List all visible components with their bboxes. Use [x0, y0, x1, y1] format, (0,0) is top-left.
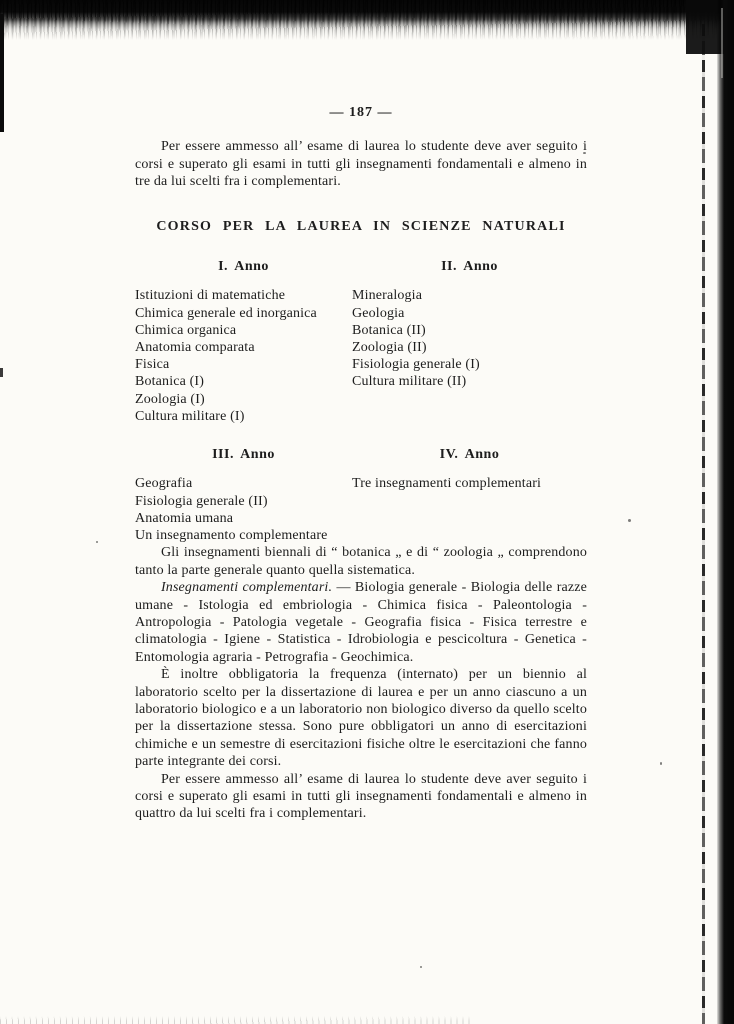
- scan-speck: [660, 762, 662, 765]
- years-row-2: [135, 446, 587, 544]
- year-column-3: [135, 446, 352, 544]
- course-item: Geologia: [352, 305, 405, 321]
- biennial-note-paragraph: Gli insegnamenti biennali di “ botanica „ e di “ zoologia „ comprendono tanto la parte generale quanto quella sistematica.: [135, 545, 587, 578]
- complementary-label: Insegnamenti complementari.: [161, 580, 333, 596]
- year-heading-4: IV. Anno: [439, 447, 500, 463]
- intro-paragraph: Per essere ammesso all’ esame di laurea lo studente deve aver seguito i corsi e superato gli esami in tutti gli insegnamenti fondamentali e almeno in tre da lui scelti fra i complementari.: [135, 139, 587, 190]
- years-row-1: [135, 258, 587, 425]
- scan-artifact-right-line: [702, 24, 705, 1024]
- course-item: Cultura militare (I): [135, 408, 245, 424]
- scan-artifact-right-band: [717, 0, 734, 1024]
- course-list-year-3: [135, 475, 345, 544]
- course-item: Zoologia (II): [352, 340, 427, 356]
- year-heading-3: III. Anno: [212, 447, 275, 463]
- complementary-paragraph: [135, 579, 587, 666]
- closing-paragraph: Per essere ammesso all’ esame di laurea lo studente deve aver seguito i corsi e superato gli esami in tutti gli insegnamenti fondamentali e almeno in quattro da lui scelti fra i complementari.: [135, 771, 587, 822]
- scan-artifact-bottom-speckle: [0, 1016, 470, 1024]
- course-item: Anatomia umana: [135, 510, 234, 526]
- complementary-text: — Biologia generale - Biologia delle razze umane - Istologia ed embriologia - Chimica fisica - Paleontologia - Antropologia - Patologia vegetale - Geografia fisica - Fisica terrestre e climatologia - Igiene - Statistica - Idrobiologia e pescicoltura - Genetica - Entomologia agraria - Petrografia - Geochimica.: [135, 580, 588, 665]
- year-heading-2: II. Anno: [441, 259, 498, 275]
- course-item: Mineralogia: [352, 288, 423, 304]
- course-list-year-1: [135, 287, 345, 425]
- internato-paragraph: È inoltre obbligatoria la frequenza (internato) per un biennio al laboratorio scelto per la dissertazione di laurea e per un anno ciascuno a un laboratorio biologico e a un laboratorio non biologico diverso da quello scelto per la dissertazione stessa. Sono pure obbligatori un anno di esercitazioni chimiche e un semestre di esercitazioni fisiche oltre le esercitazioni che fanno parte integrante dei corsi.: [135, 667, 587, 770]
- course-item: Fisica: [135, 357, 170, 373]
- course-item: Anatomia comparata: [135, 340, 255, 356]
- year-column-1: [135, 258, 352, 425]
- course-item: Chimica organica: [135, 322, 237, 338]
- year-column-2: [352, 258, 587, 425]
- page-content: [135, 104, 587, 823]
- scan-speck: [420, 966, 422, 968]
- course-list-year-4: [352, 475, 557, 492]
- section-title: CORSO PER LA LAUREA IN SCIENZE NATURALI: [156, 218, 566, 234]
- course-item: Fisiologia generale (II): [135, 493, 268, 509]
- scan-artifact-left-speck: [0, 368, 3, 377]
- course-item: Tre insegnamenti complementari: [352, 476, 542, 492]
- course-list-year-2: [352, 287, 557, 390]
- scan-artifact-top-band: [0, 0, 734, 40]
- scan-speck: [628, 519, 631, 522]
- course-item: Istituzioni di matematiche: [135, 288, 286, 304]
- year-column-4: [352, 446, 587, 544]
- scan-artifact-right-band-gap: [721, 8, 723, 78]
- course-item: Cultura militare (II): [352, 374, 467, 390]
- year-heading-1: I. Anno: [218, 259, 269, 275]
- course-item: Un insegnamento complementare: [135, 528, 328, 544]
- scan-speck: [96, 541, 98, 543]
- course-item: Zoologia (I): [135, 391, 205, 407]
- course-item: Geografia: [135, 476, 193, 492]
- course-item: Botanica (I): [135, 374, 205, 390]
- course-item: Botanica (II): [352, 322, 426, 338]
- scan-artifact-left-bar: [0, 14, 4, 132]
- course-item: Fisiologia generale (I): [352, 357, 480, 373]
- course-item: Chimica generale ed inorganica: [135, 305, 317, 321]
- page-number: — 187 —: [329, 105, 393, 120]
